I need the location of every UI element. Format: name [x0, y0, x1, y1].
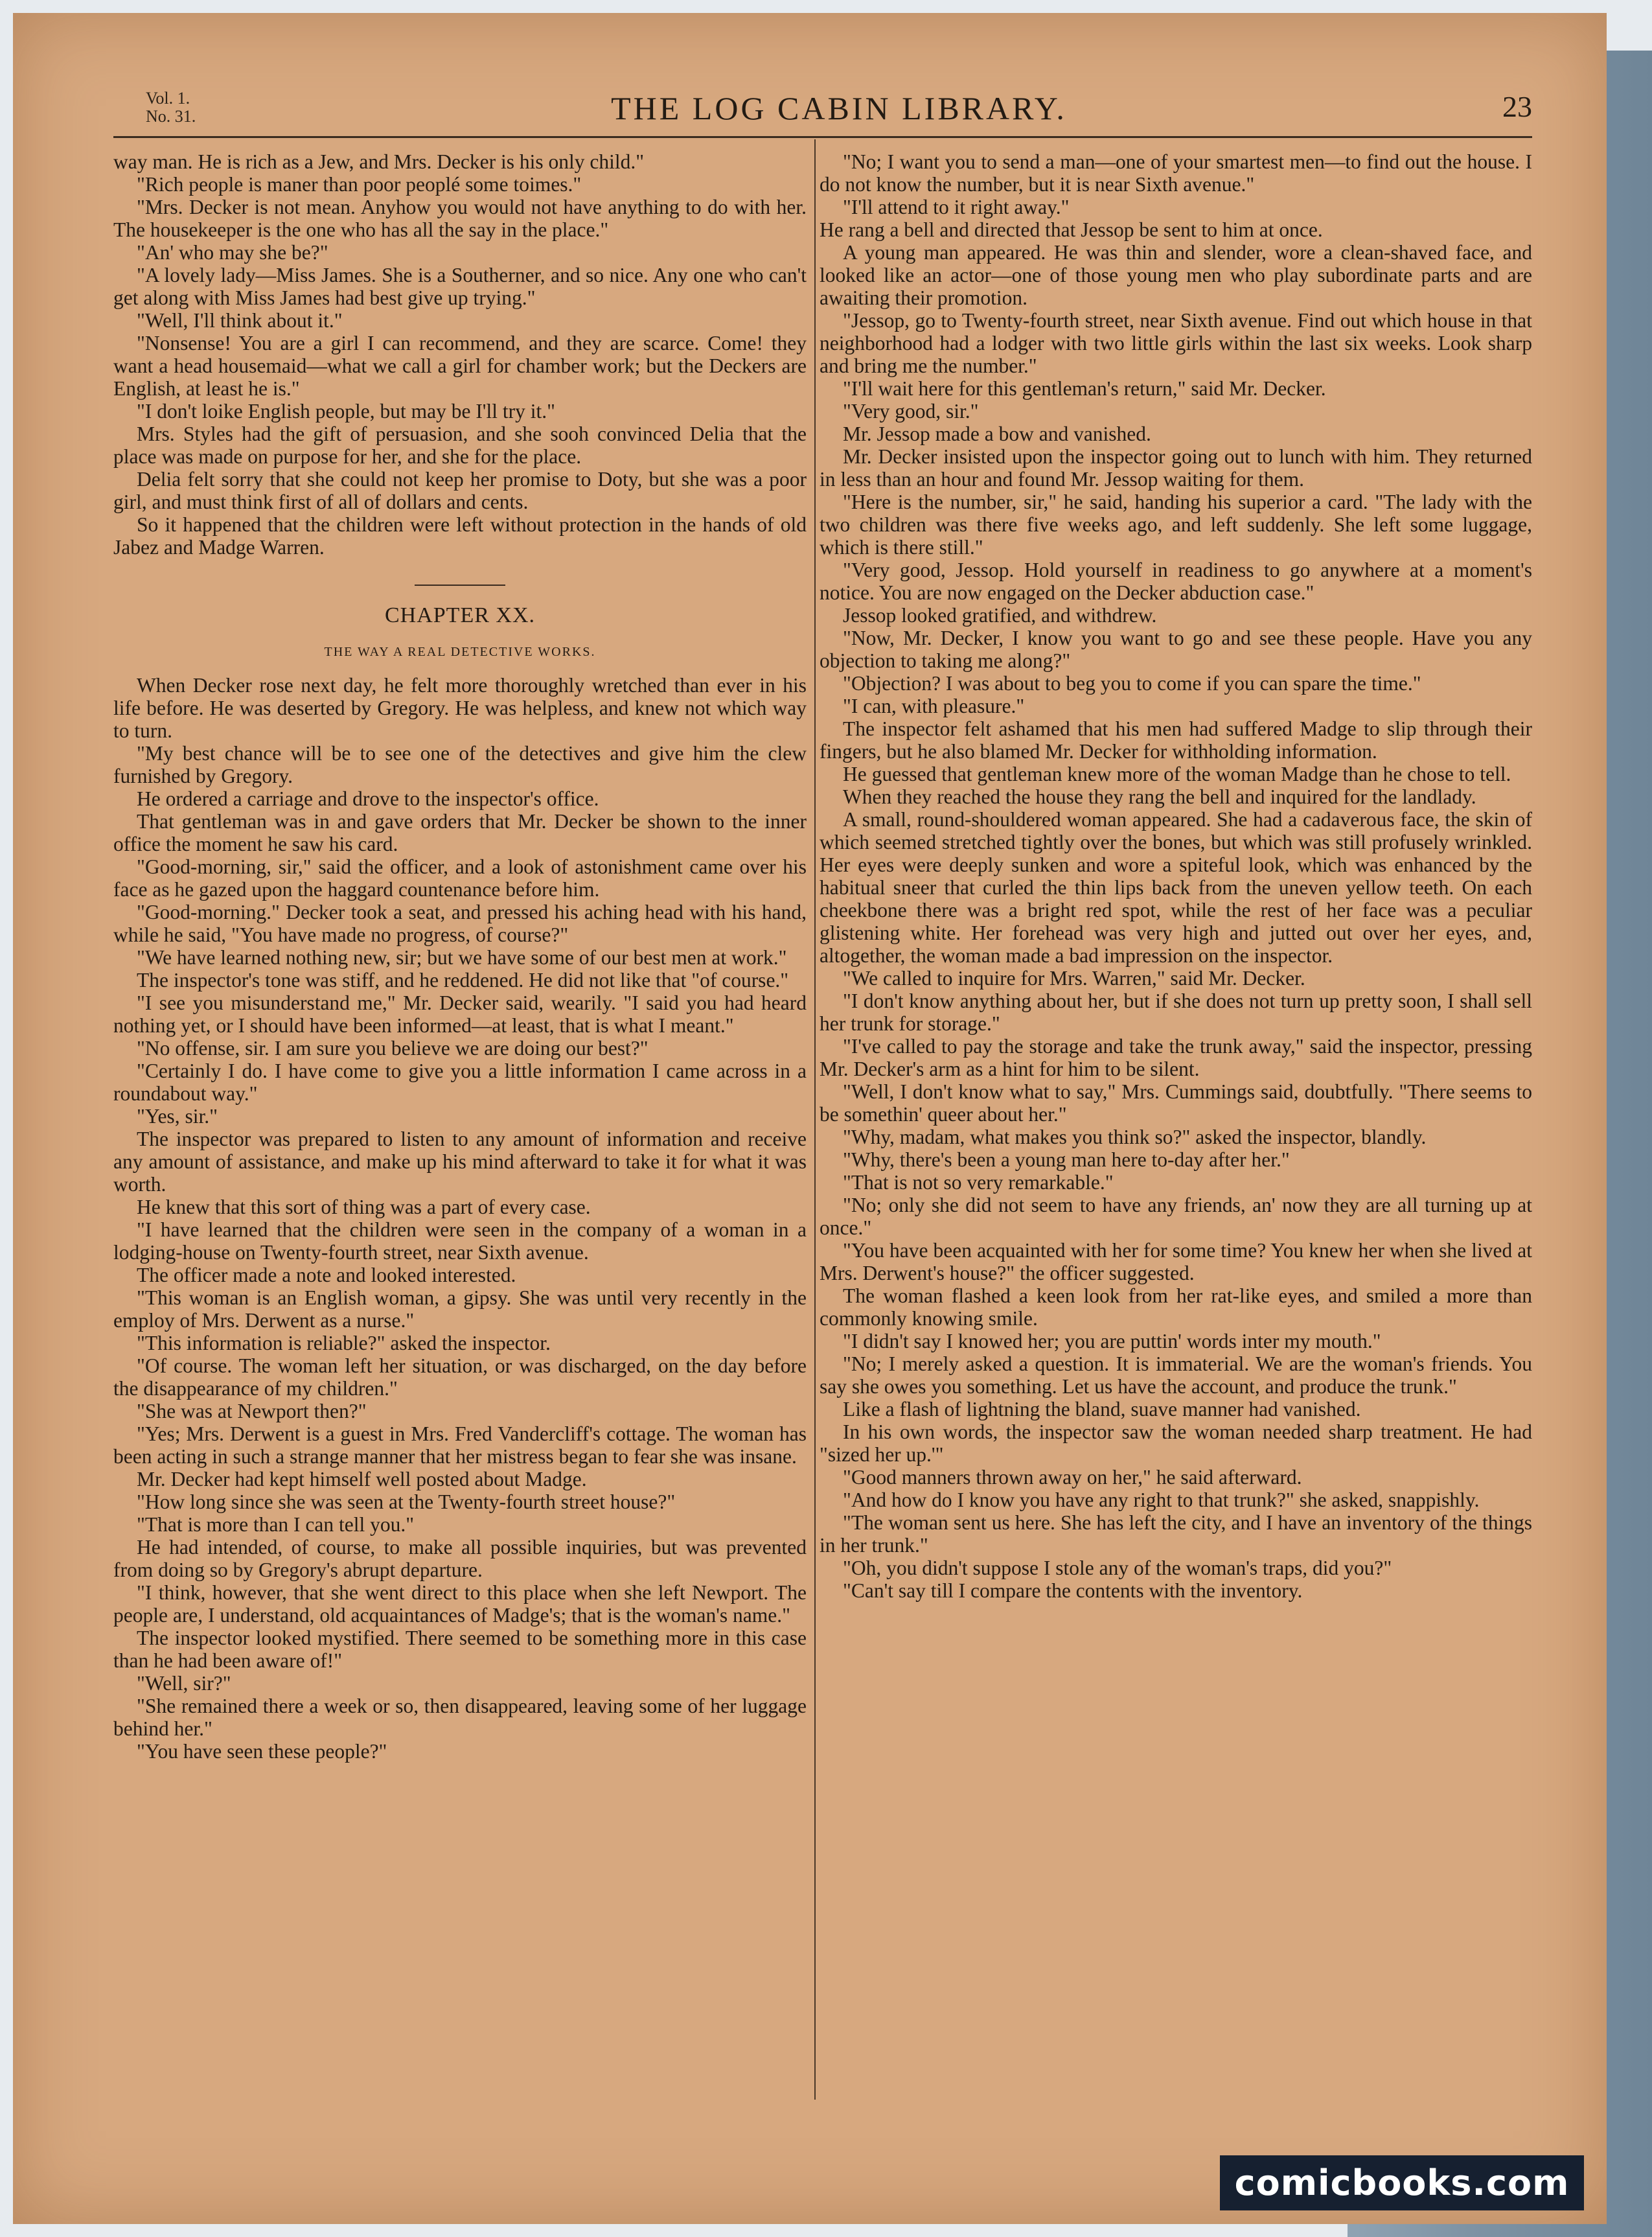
paragraph: The inspector looked mystified. There seemed to be something more in this case than he had been aware of!": [113, 1627, 807, 1672]
paragraph: "Yes, sir.": [137, 1105, 218, 1128]
paragraph: When they reached the house they rang the bell and inquired for the landlady.: [843, 785, 1476, 808]
paragraph: "An' who may she be?": [137, 241, 328, 264]
paragraph: He guessed that gentleman knew more of the woman Madge than he chose to tell.: [843, 763, 1511, 785]
paragraph: He knew that this sort of thing was a part of every case.: [137, 1196, 591, 1218]
paragraph: "Nonsense! You are a girl I can recommend, and they are scarce. Come! they want a head housemaid—what we call a girl for chamber work; but the Deckers are English, at least he is.": [113, 332, 807, 400]
paragraph: "Why, madam, what makes you think so?" asked the inspector, blandly.: [843, 1126, 1427, 1148]
paragraph: "Well, I don't know what to say," Mrs. Cummings said, doubtfully. "There seems to be somethin' queer about her.": [820, 1080, 1532, 1126]
paragraph: "Now, Mr. Decker, I know you want to go and see these people. Have you any objection to taking me along?": [820, 627, 1532, 672]
paragraph: "That is not so very remarkable.": [843, 1171, 1114, 1194]
paragraph: "This information is reliable?" asked the inspector.: [137, 1332, 551, 1354]
paragraph: The woman flashed a keen look from her rat-like eyes, and smiled a more than commonly knowing smile.: [820, 1284, 1532, 1330]
paragraph: "Good-morning." Decker took a seat, and pressed his aching head with his hand, while he said, "You have made no progress, of course?": [113, 901, 807, 946]
paragraph: "I'll wait here for this gentleman's return," said Mr. Decker.: [843, 377, 1326, 400]
paragraph: "I think, however, that she went direct to this place when she left Newport. The people are, I understand, old acquaintances of Madge's; that is the woman's name.": [113, 1581, 807, 1627]
paragraph: "I don't loike English people, but may be I'll try it.": [137, 400, 555, 423]
paragraph: "She was at Newport then?": [137, 1400, 367, 1422]
paragraph: "How long since she was seen at the Twenty-fourth street house?": [137, 1490, 676, 1513]
paragraph: "Here is the number, sir," he said, handing his superior a card. "The lady with the two children was there five weeks ago, and left suddenly. She left some luggage, which is there still.": [820, 491, 1532, 559]
site-watermark: comicbooks.com: [1220, 2155, 1584, 2210]
paragraph: "I didn't say I knowed her; you are puttin' words inter my mouth.": [843, 1330, 1381, 1352]
paragraph: "Of course. The woman left her situation, or was discharged, on the day before the disappearance of my children.": [113, 1354, 807, 1400]
paragraph: The officer made a note and looked interested.: [137, 1264, 516, 1286]
paragraph: Like a flash of lightning the bland, suave manner had vanished.: [843, 1398, 1361, 1420]
paragraph: "And how do I know you have any right to that trunk?" she asked, snappishly.: [843, 1489, 1480, 1511]
issue-number-label: No. 31.: [146, 107, 196, 126]
paragraph: "The woman sent us here. She has left the city, and I have an inventory of the things in her trunk.": [820, 1511, 1532, 1557]
chapter-title: CHAPTER XX.: [384, 603, 536, 627]
paragraph: "Mrs. Decker is not mean. Anyhow you would not have anything to do with her. The housekeeper is the one who has all the say in the place.": [113, 196, 807, 241]
paragraph: "Objection? I was about to beg you to come if you can spare the time.": [843, 672, 1421, 695]
paragraph: "I've called to pay the storage and take the trunk away," said the inspector, pressing Mr. Decker's arm as a hint for him to be silent.: [820, 1035, 1532, 1080]
paragraph: He ordered a carriage and drove to the inspector's office.: [137, 787, 599, 810]
paragraph: "I don't know anything about her, but if she does not turn up pretty soon, I shall sell her trunk for storage.": [820, 990, 1532, 1035]
chapter-heading: [113, 585, 807, 664]
paragraph: "No offense, sir. I am sure you believe we are doing our best?": [137, 1037, 648, 1060]
right-column: [820, 150, 1532, 1602]
paragraph: In his own words, the inspector saw the woman needed sharp treatment. He had "sized her up.'": [820, 1420, 1532, 1466]
paragraph: So it happened that the children were left without protection in the hands of old Jabez and Madge Warren.: [113, 513, 807, 559]
paragraph: He had intended, of course, to make all possible inquiries, but was prevented from doing so by Gregory's abrupt departure.: [113, 1536, 807, 1581]
paragraph: "I have learned that the children were seen in the company of a woman in a lodging-house on Twenty-fourth street, near Sixth avenue.: [113, 1218, 807, 1264]
paragraph: Mrs. Styles had the gift of persuasion, and she sooh convinced Delia that the place was made on purpose for her, and she for the place.: [113, 423, 807, 468]
paragraph: "I can, with pleasure.": [843, 695, 1025, 717]
page-header: [146, 89, 1532, 128]
chapter-subtitle: THE WAY A REAL DETECTIVE WORKS.: [324, 645, 596, 659]
paragraph: "Can't say till I compare the contents with the inventory.: [843, 1579, 1303, 1602]
paragraph: "Jessop, go to Twenty-fourth street, near Sixth avenue. Find out which house in that neighborhood had a lodger with two little girls within the last six weeks. Look sharp and bring me the number.": [820, 309, 1532, 377]
paragraph: "A lovely lady—Miss James. She is a Southerner, and so nice. Any one who can't get along with Miss James had best give up trying.": [113, 264, 807, 309]
paragraph: A small, round-shouldered woman appeared. She had a cadaverous face, the skin of which seemed stretched tightly over the bones, but which was still profusely wrinkled. Her eyes were deeply sunken and wore a spiteful look, which was enhanced by the habitual sneer that curled the thin lips back from the uneven yellow teeth. On each cheekbone there was a bright red spot, while the rest of her face was a peculiar glistening white. Her forehead was very high and jutted out over her eyes, and, altogether, the woman made a bad impression on the inspector.: [820, 808, 1532, 967]
paragraph: The inspector's tone was stiff, and he reddened. He did not like that "of course.": [137, 969, 789, 991]
paragraph: "We have learned nothing new, sir; but we have some of our best men at work.": [137, 946, 787, 969]
left-column: [113, 150, 807, 1763]
paragraph: "I see you misunderstand me," Mr. Decker said, wearily. "I said you had heard nothing yet, or I should have been informed—at least, that is what I meant.": [113, 991, 807, 1037]
paragraph: Jessop looked gratified, and withdrew.: [843, 604, 1157, 627]
page-number: 23: [1502, 90, 1532, 123]
paragraph: "Very good, Jessop. Hold yourself in readiness to go anywhere at a moment's notice. You are now engaged on the Decker abduction case.": [820, 559, 1532, 604]
paragraph: "Good-morning, sir," said the officer, and a look of astonishment came over his face as he gazed upon the haggard countenance before him.: [113, 855, 807, 901]
paragraph: "No; I want you to send a man—one of your smartest men—to find out the house. I do not know the number, but it is near Sixth avenue.": [820, 150, 1532, 196]
paragraph: He rang a bell and directed that Jessop be sent to him at once.: [820, 218, 1323, 241]
paragraph: "Why, there's been a young man here to-day after her.": [843, 1148, 1290, 1171]
paragraph: "My best chance will be to see one of the detectives and give him the clew furnished by Gregory.: [113, 742, 807, 787]
paragraph: Mr. Decker had kept himself well posted about Madge.: [137, 1468, 587, 1490]
paragraph: "No; only she did not seem to have any friends, an' now they are all turning up at once.": [820, 1194, 1532, 1239]
chapter-rule: [415, 585, 505, 586]
paragraph: "Yes; Mrs. Derwent is a guest in Mrs. Fred Vandercliff's cottage. The woman has been acting in such a strange manner that her mistress began to fear she was insane.: [113, 1422, 807, 1468]
paragraph: A young man appeared. He was thin and slender, wore a clean-shaved face, and looked like an actor—one of those young men who play subordinate parts and are awaiting their promotion.: [820, 241, 1532, 309]
paragraph: When Decker rose next day, he felt more thoroughly wretched than ever in his life before. He was deserted by Gregory. He was helpless, and knew not which way to turn.: [113, 674, 807, 742]
paragraph: "Oh, you didn't suppose I stole any of the woman's traps, did you?": [843, 1557, 1392, 1579]
paragraph: "Well, sir?": [137, 1672, 231, 1695]
paragraph: "You have seen these people?": [137, 1740, 387, 1763]
column-divider: [814, 139, 816, 2100]
header-rule: [113, 136, 1532, 138]
paragraph: "This woman is an English woman, a gipsy. She was until very recently in the employ of Mrs. Derwent as a nurse.": [113, 1286, 807, 1332]
paragraph: "Certainly I do. I have come to give you a little information I came across in a roundabout way.": [113, 1060, 807, 1105]
paragraph: The inspector felt ashamed that his men had suffered Madge to slip through their fingers, but he also blamed Mr. Decker for withholding information.: [820, 717, 1532, 763]
paragraph: "You have been acquainted with her for some time? You knew her when she lived at Mrs. Derwent's house?" the officer suggested.: [820, 1239, 1532, 1284]
paragraph: Mr. Jessop made a bow and vanished.: [843, 423, 1151, 445]
paragraph: "I'll attend to it right away.": [843, 196, 1070, 218]
paragraph: Mr. Decker insisted upon the inspector going out to lunch with him. They returned in less than an hour and found Mr. Jessop waiting for them.: [820, 445, 1532, 491]
paragraph: "Good manners thrown away on her," he said afterward.: [843, 1466, 1302, 1489]
paragraph: way man. He is rich as a Jew, and Mrs. Decker is his only child.": [113, 150, 645, 173]
paragraph: "She remained there a week or so, then disappeared, leaving some of her luggage behind her.": [113, 1695, 807, 1740]
paragraph: "Well, I'll think about it.": [137, 309, 343, 332]
paragraph: "That is more than I can tell you.": [137, 1513, 415, 1536]
paragraph: "Rich people is maner than poor peoplé some toimes.": [137, 173, 582, 196]
paragraph: That gentleman was in and gave orders that Mr. Decker be shown to the inner office the moment he saw his card.: [113, 810, 807, 855]
publication-title: THE LOG CABIN LIBRARY.: [611, 90, 1067, 126]
paragraph: Delia felt sorry that she could not keep her promise to Doty, but she was a poor girl, and must think first of all of dollars and cents.: [113, 468, 807, 513]
paragraph: "Very good, sir.": [843, 400, 979, 423]
volume-label: Vol. 1.: [146, 89, 190, 108]
paragraph: "No; I merely asked a question. It is immaterial. We are the woman's friends. You say she owes you something. Let us have the account, and produce the trunk.": [820, 1352, 1532, 1398]
paragraph: The inspector was prepared to listen to any amount of information and receive any amount of assistance, and make up his mind afterward to take it for what it was worth.: [113, 1128, 807, 1196]
paragraph: "We called to inquire for Mrs. Warren," said Mr. Decker.: [843, 967, 1305, 990]
